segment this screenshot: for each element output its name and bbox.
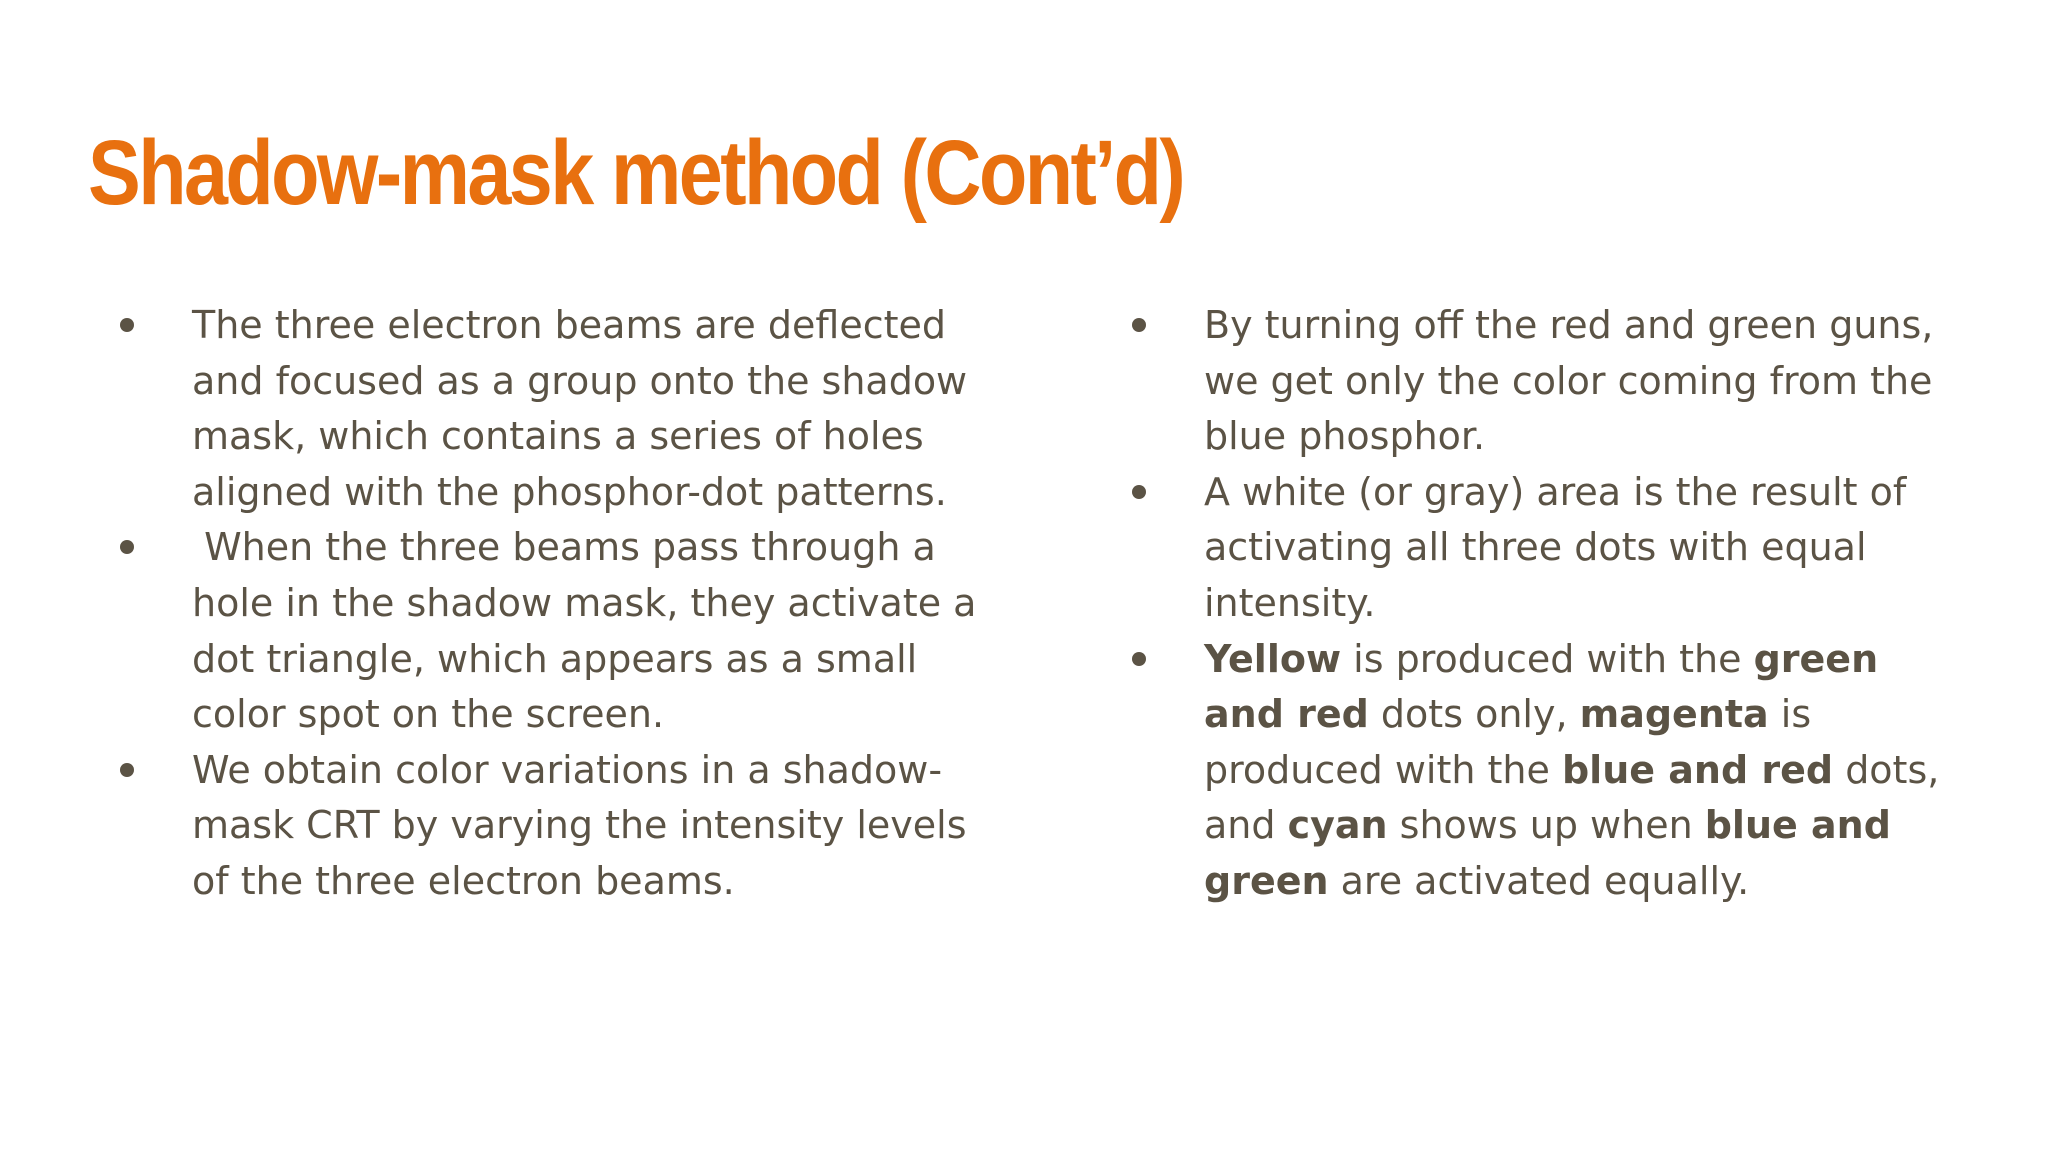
left-bullet-list — [118, 298, 978, 910]
list-item — [118, 298, 978, 520]
bullet-icon — [120, 540, 134, 554]
bullet-icon — [120, 318, 134, 332]
bullet-text: The three electron beams are deflected and focused as a group onto the shadow mask, which contains a series of holes aligned with the phosphor-dot patterns. — [192, 303, 968, 514]
right-bullet-list — [1130, 298, 1970, 910]
bullet-icon — [1132, 485, 1146, 499]
list-item — [1130, 298, 1970, 465]
bullet-icon — [120, 763, 134, 777]
list-item — [1130, 632, 1970, 910]
list-item — [118, 520, 978, 742]
bold-yellow: Yellow — [1204, 636, 1342, 681]
bullet-text: A white (or gray) area is the result of activating all three dots with equal intensity. — [1204, 469, 1907, 625]
bullet-icon — [1132, 652, 1146, 666]
bullet-icon — [1132, 318, 1146, 332]
list-item — [118, 743, 978, 910]
bold-blue-and-red: blue and red — [1561, 747, 1834, 792]
list-item — [1130, 465, 1970, 632]
bullet-text-color-mixing: Yellow is produced with the green and red dots only, magenta is produced with the blue and red dots, and cyan shows up when blue and green are activated equally. — [1204, 636, 1940, 903]
slide-title: Shadow-mask method (Cont’d) — [88, 122, 1184, 224]
bold-cyan: cyan — [1287, 803, 1388, 848]
bold-green-and-red: green and red — [1204, 636, 1879, 737]
bold-blue-and-green: blue and green — [1204, 803, 1891, 903]
bullet-text: When the three beams pass through a hole in the shadow mask, they activate a dot triangle, which appears as a small color spot on the screen. — [192, 525, 977, 737]
bold-magenta: magenta — [1579, 692, 1769, 737]
bullet-text: By turning off the red and green guns, we get only the color coming from the blue phosphor. — [1204, 303, 1934, 459]
bullet-text: We obtain color variations in a shadow-mask CRT by varying the intensity levels of the three electron beams. — [192, 747, 967, 903]
